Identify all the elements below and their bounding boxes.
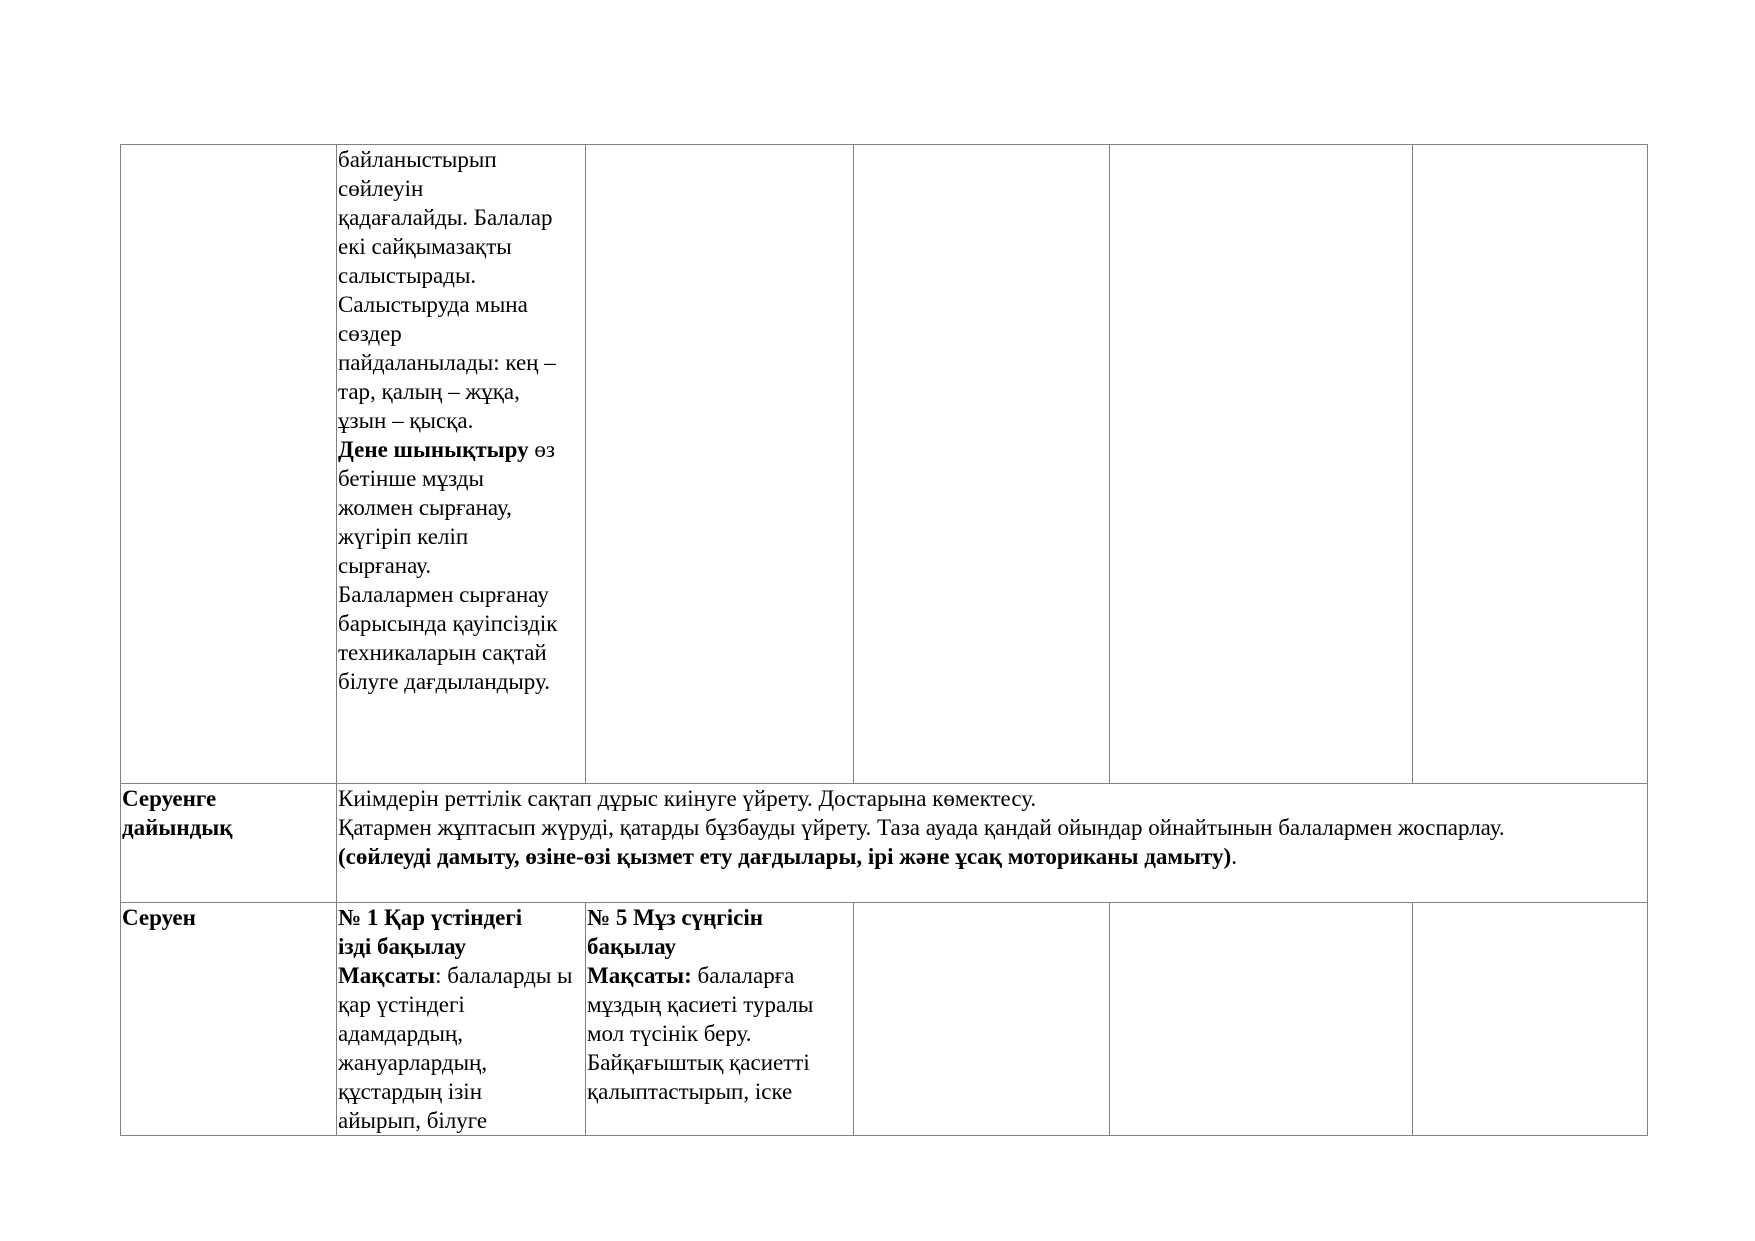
title-line: № 1 Қар үстіндегі — [338, 905, 523, 930]
text-line: қалыптастырып, іске — [587, 1079, 793, 1104]
title-line: бақылау — [587, 934, 676, 959]
text-line: сөздер — [338, 321, 402, 346]
row-label-cell — [121, 784, 337, 903]
title-line: ізді бақылау — [338, 934, 466, 959]
label-line: Серуенге — [122, 786, 217, 811]
text-line: байланыстырып — [338, 147, 497, 172]
text-line: адамдардың, — [338, 1021, 463, 1046]
text-line: жолмен сырғанау, — [338, 495, 512, 520]
text-line: бетінше мұзды — [338, 466, 484, 491]
text-line: ұзын – қысқа. — [338, 408, 474, 433]
goal-text — [587, 990, 852, 1106]
table-row — [121, 784, 1648, 903]
text-line: жануарлардың, — [338, 1050, 488, 1075]
walk-preparation-cell: Киімдерін реттілік сақтап дұрыс киінуге үйрету. Достарына көмектесу. Қатармен жұптасып жүруді, қатарды бұзбауды үйрету. Таза ауада қандай ойындар ойнайтынын балалармен жоспарлау. (сөйлеуді дамыту, өзіне-өзі қызмет ету дағдылары, ірі және ұсақ моториканы дамыту). — [337, 784, 1648, 903]
skills-note: (сөйлеуді дамыту, өзіне-өзі қызмет ету дағдылары, ірі және ұсақ моториканы дамыту) — [338, 844, 1232, 869]
text-line: Салыстыруда мына — [338, 292, 528, 317]
text-line: қар үстіндегі — [338, 992, 465, 1017]
empty-cell — [1110, 903, 1413, 1136]
title-line: № 5 Мұз сүңгісін — [587, 905, 763, 930]
table-row — [121, 145, 1648, 784]
walk-title — [587, 903, 852, 961]
activity-text — [338, 464, 584, 696]
text-line: барысында қауіпсіздік — [338, 611, 558, 636]
empty-cell — [854, 903, 1110, 1136]
text-line: сөйлеуін — [338, 176, 424, 201]
text-line: сырғанау. — [338, 553, 432, 578]
text-line: айырып, білуге — [338, 1108, 488, 1133]
text-line: тар, қалың – жұқа, — [338, 379, 520, 404]
text-line: Байқағыштық қасиетті — [587, 1050, 810, 1075]
text-line: жүгіріп келіп — [338, 524, 469, 549]
text-line: екі сайқымазақты — [338, 234, 512, 259]
text-line: қадағалайды. Балалар — [338, 205, 553, 230]
text-line: білуге дағдыландыру. — [338, 669, 550, 694]
empty-cell — [1413, 903, 1648, 1136]
empty-cell — [586, 145, 854, 784]
preparation-line: Қатармен жұптасып жүруді, қатарды бұзбауды үйрету. Таза ауада қандай ойындар ойнайтынын балалармен жоспарлау. — [338, 815, 1505, 840]
text-line: Балалармен сырғанау — [338, 582, 549, 607]
activity-cell: байланыстырып сөйлеуін қадағалайды. Балалар екі сайқымазақты салыстырады. Салыстыруда мына сөздер пайдаланылады: кең – тар, қалың – жұқа, ұзын – қысқа. Дене шынықтыру өз бетінше мұзды жолмен сырғанау, жүгіріп келіп сырғанау. Балалармен сырғанау барысында қауіпсіздік техникаларын сақтай білуге дағдыландыру. — [337, 145, 586, 784]
physical-education-label: Дене шынықтыру — [338, 437, 529, 462]
text-line: мұздың қасиеті туралы — [587, 992, 814, 1017]
walk-title — [338, 903, 584, 961]
plan-table — [120, 144, 1648, 1136]
walk-preparation-label — [122, 784, 335, 842]
empty-cell — [854, 145, 1110, 784]
goal-label: Мақсаты: — [587, 963, 692, 988]
activity-text — [338, 145, 584, 435]
table-row — [121, 903, 1648, 1136]
walk-label: Серуен — [122, 905, 196, 930]
empty-cell — [1413, 145, 1648, 784]
walk-cell: № 1 Қар үстіндегі ізді бақылау Мақсаты: балаларды ы қар үстіндегі адамдардың, жануарлардың, құстардың ізін айырып, білуге — [337, 903, 586, 1136]
goal-label: Мақсаты — [338, 963, 436, 988]
text-line: құстардың ізін — [338, 1079, 483, 1104]
text-line: мол түсінік беру. — [587, 1021, 752, 1046]
walk-cell: № 5 Мұз сүңгісін бақылау Мақсаты: балаларға мұздың қасиеті туралы мол түсінік беру. Байқағыштық қасиетті қалыптастырып, іске — [586, 903, 854, 1136]
goal-text — [338, 990, 584, 1135]
label-line: дайындық — [122, 815, 233, 840]
row-label-cell — [121, 903, 337, 1136]
text-line: техникаларын сақтай — [338, 640, 547, 665]
empty-cell — [1110, 145, 1413, 784]
preparation-line: Киімдерін реттілік сақтап дұрыс киінуге үйрету. Достарына көмектесу. — [338, 786, 1037, 811]
text-line: салыстырады. — [338, 263, 477, 288]
text-line: пайдаланылады: кең – — [338, 350, 556, 375]
row-label-cell — [121, 145, 337, 784]
